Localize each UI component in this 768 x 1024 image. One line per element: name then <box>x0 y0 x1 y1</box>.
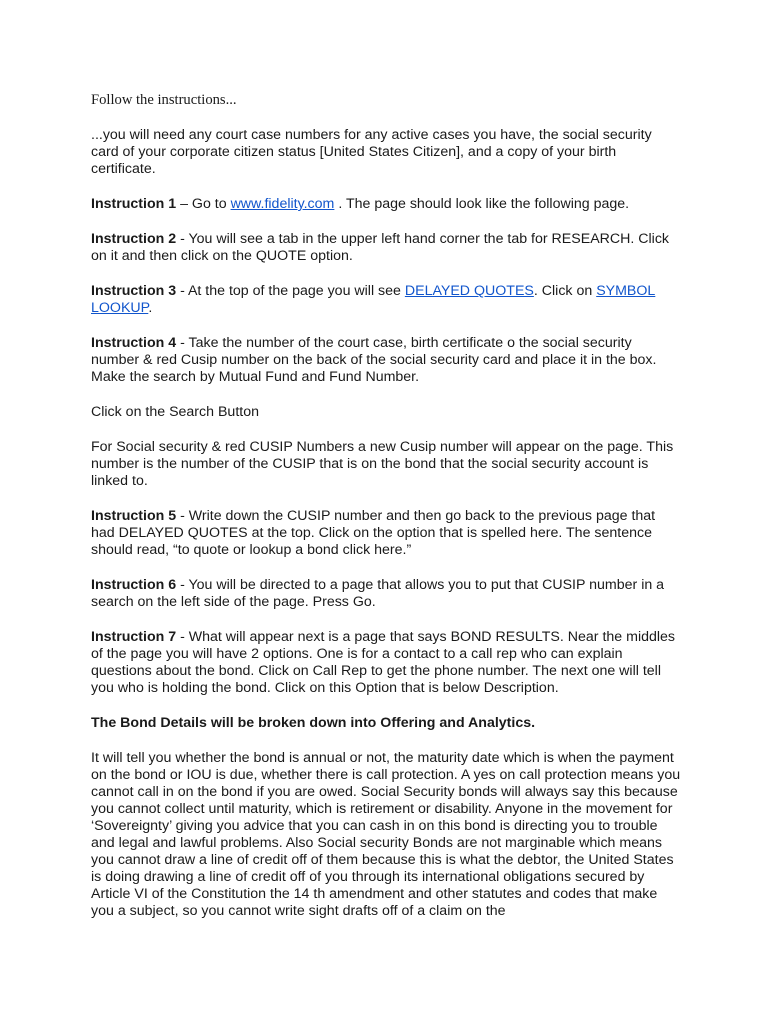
instruction-7 <box>91 629 681 697</box>
instruction-6-text: - You will be directed to a page that allows you to put that CUSIP number in a search on the left side of the page. Press Go. <box>91 577 665 610</box>
instruction-5-label: Instruction 5 <box>91 508 177 524</box>
instruction-4-label: Instruction 4 <box>91 335 177 351</box>
instruction-6-label: Instruction 6 <box>91 577 177 593</box>
instruction-1 <box>91 196 681 213</box>
cusip-note: For Social security & red CUSIP Numbers a new Cusip number will appear on the page. This number is the number of the CUSIP that is on the bond that the social security account is linked to. <box>91 439 674 489</box>
instruction-2-text: - You will see a tab in the upper left hand corner the tab for RESEARCH. Click on it and then click on the QUOTE option. <box>91 231 670 264</box>
instruction-1-text-before: – Go to <box>176 196 231 212</box>
instruction-3-text-middle: . Click on <box>533 283 597 299</box>
bond-details-body: It will tell you whether the bond is annual or not, the maturity date which is when the payment on the bond or IOU is due, whether there is call protection. A yes on call protection means you cannot call in on the bond if you are owed. Social Security bonds will always say this because you cannot collect until maturity, which is retirement or disability. Anyone in the movement for ‘Sovereignty’ giving you advice that you can cash in on this bond is directing you to trouble and legal and lawful problems. Also Social security Bonds are not marginable which means you cannot draw a line of credit off of them because this is what the debtor, the United States is doing drawing a line of credit off of you through its international obligations secured by Article VI of the Constitution the 14 th amendment and other statutes and codes that make you a subject, so you cannot write sight drafts off of a claim on the <box>91 750 681 919</box>
instruction-5-text: - Write down the CUSIP number and then go back to the previous page that had DELAYED QUOTES at the top. Click on the option that is spelled here. The sentence should read, “to quote or lookup a bond click here.” <box>91 508 656 558</box>
instruction-1-label: Instruction 1 <box>91 196 177 212</box>
instruction-3 <box>91 283 681 317</box>
instruction-1-text-after: . The page should look like the following page. <box>334 196 630 212</box>
instruction-4-text: - Take the number of the court case, birth certificate o the social security number & red Cusip number on the back of the social security card and place it in the box. Make the search by Mutual Fund and Fund Number. <box>91 335 657 385</box>
instruction-3-text-after: . <box>148 300 153 316</box>
instruction-5 <box>91 508 681 559</box>
intro-line: Follow the instructions... <box>91 92 237 108</box>
instruction-4 <box>91 335 681 386</box>
symbol-lookup-link[interactable]: SYMBOL LOOKUP <box>91 283 656 316</box>
document-page <box>91 92 681 938</box>
fidelity-link[interactable]: www.fidelity.com <box>230 196 335 212</box>
search-note: Click on the Search Button <box>91 404 259 420</box>
instruction-2-label: Instruction 2 <box>91 231 177 247</box>
instruction-7-label: Instruction 7 <box>91 629 177 645</box>
instruction-6 <box>91 577 681 611</box>
delayed-quotes-link[interactable]: DELAYED QUOTES <box>404 283 534 299</box>
instruction-3-label: Instruction 3 <box>91 283 177 299</box>
bond-details-heading: The Bond Details will be broken down into Offering and Analytics. <box>91 715 536 731</box>
instruction-2 <box>91 231 681 265</box>
instruction-7-text: - What will appear next is a page that says BOND RESULTS. Near the middles of the page you will have 2 options. One is for a contact to a call rep who can explain questions about the bond. Click on Call Rep to get the phone number. The next one will tell you who is holding the bond. Click on this Option that is below Description. <box>91 629 676 696</box>
instruction-3-text-before: - At the top of the page you will see <box>176 283 405 299</box>
requirements-paragraph: ...you will need any court case numbers for any active cases you have, the social security card of your corporate citizen status [United States Citizen], and a copy of your birth certificate. <box>91 127 652 177</box>
